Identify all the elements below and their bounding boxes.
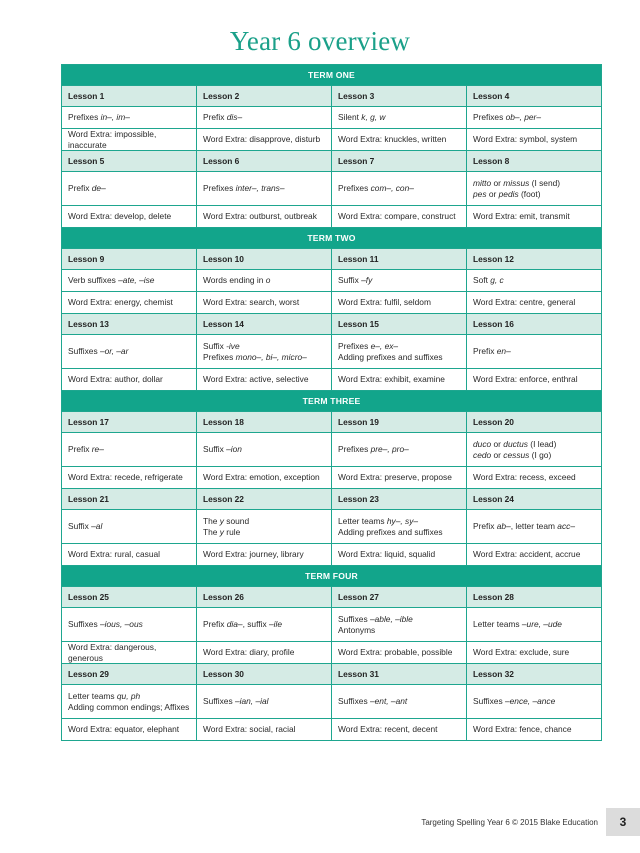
lesson-number-cell: Lesson 32 — [467, 664, 602, 685]
topic-term: k, g, w — [361, 112, 386, 123]
topic-text: Prefix — [203, 112, 227, 123]
topic-text: Prefixes — [338, 444, 371, 455]
topic-line — [473, 112, 595, 123]
lesson-topic-row — [62, 510, 602, 544]
topic-line — [68, 619, 190, 630]
word-extra-row — [62, 206, 602, 228]
topic-text: Prefix — [68, 183, 92, 194]
lesson-number-row — [62, 489, 602, 510]
topic-term: missus — [503, 178, 530, 188]
lesson-number-cell: Lesson 8 — [467, 151, 602, 172]
topic-line — [473, 619, 595, 630]
lesson-number-cell: Lesson 3 — [332, 86, 467, 107]
topic-term: acc– — [557, 521, 575, 532]
word-extra-cell: Word Extra: centre, general — [467, 292, 602, 314]
lesson-topic-cell — [332, 270, 467, 292]
topic-term: ductus — [503, 439, 528, 449]
topic-term: cessus — [503, 449, 530, 460]
lesson-topic-cell — [332, 685, 467, 719]
topic-text: Suffixes — [338, 696, 370, 707]
lesson-topic-cell — [197, 510, 332, 544]
lesson-topic-row — [62, 685, 602, 719]
year-overview-table — [61, 64, 602, 741]
topic-term: cedo — [473, 449, 492, 460]
word-extra-cell: Word Extra: accident, accrue — [467, 544, 602, 566]
topic-line — [203, 275, 325, 286]
topic-term: y — [219, 526, 224, 537]
word-extra-cell: Word Extra: symbol, system — [467, 129, 602, 151]
lesson-number-row — [62, 587, 602, 608]
topic-term: pes — [473, 188, 487, 199]
word-extra-cell: Word Extra: recent, decent — [332, 719, 467, 741]
topic-term: ob–, per– — [505, 112, 541, 123]
topic-text: (I lead) — [527, 439, 557, 449]
lesson-number-cell: Lesson 7 — [332, 151, 467, 172]
topic-line — [473, 275, 595, 286]
term-title: TERM THREE — [62, 391, 602, 412]
word-extra-cell: Word Extra: liquid, squalid — [332, 544, 467, 566]
lesson-number-cell: Lesson 19 — [332, 412, 467, 433]
topic-term: -ive — [226, 341, 240, 351]
topic-term: re– — [91, 444, 104, 455]
lesson-topic-cell — [467, 433, 602, 467]
footer-copyright: Targeting Spelling Year 6 © 2015 Blake Education — [421, 818, 598, 827]
topic-line — [68, 183, 190, 194]
lesson-number-row — [62, 151, 602, 172]
term-title: TERM FOUR — [62, 566, 602, 587]
topic-text: (foot) — [518, 188, 541, 199]
topic-text: Letter teams — [338, 516, 387, 526]
lesson-number-cell: Lesson 10 — [197, 249, 332, 270]
lesson-topic-cell — [197, 685, 332, 719]
word-extra-cell: Word Extra: outburst, outbreak — [197, 206, 332, 228]
word-extra-cell: Word Extra: knuckles, written — [332, 129, 467, 151]
topic-line — [338, 625, 460, 636]
topic-line — [338, 341, 460, 352]
lesson-topic-row — [62, 608, 602, 642]
topic-line — [68, 691, 190, 702]
lesson-number-cell: Lesson 17 — [62, 412, 197, 433]
topic-line — [338, 352, 460, 363]
topic-text: Prefixes — [473, 112, 506, 123]
word-extra-cell: Word Extra: probable, possible — [332, 642, 467, 664]
topic-term: e–, ex– — [370, 341, 399, 351]
word-extra-cell: Word Extra: search, worst — [197, 292, 332, 314]
lesson-topic-row — [62, 270, 602, 292]
topic-line — [68, 702, 190, 713]
lesson-number-row — [62, 412, 602, 433]
topic-line — [68, 112, 190, 123]
topic-term: –fy — [361, 275, 373, 286]
topic-line — [203, 696, 325, 707]
topic-term: –ion — [226, 444, 242, 455]
topic-term: o — [265, 275, 271, 286]
lesson-topic-cell — [467, 270, 602, 292]
topic-line — [338, 112, 460, 123]
lesson-topic-cell — [197, 608, 332, 642]
word-extra-cell: Word Extra: recess, exceed — [467, 467, 602, 489]
term-header-row — [62, 391, 602, 412]
lesson-number-cell: Lesson 12 — [467, 249, 602, 270]
topic-text: Letter teams — [68, 691, 117, 701]
word-extra-cell: Word Extra: fence, chance — [467, 719, 602, 741]
topic-line — [473, 521, 595, 532]
word-extra-cell: Word Extra: recede, refrigerate — [62, 467, 197, 489]
topic-term: –ure, –ude — [521, 619, 562, 630]
topic-line — [203, 352, 325, 363]
word-extra-row — [62, 369, 602, 391]
word-extra-cell: Word Extra: disapprove, disturb — [197, 129, 332, 151]
topic-line — [338, 183, 460, 194]
topic-text: The — [203, 526, 220, 537]
term-header-row — [62, 228, 602, 249]
topic-term: –ian, –ial — [234, 696, 269, 707]
lesson-number-cell: Lesson 20 — [467, 412, 602, 433]
lesson-topic-cell — [467, 335, 602, 369]
lesson-topic-cell — [467, 172, 602, 206]
word-extra-cell: Word Extra: dangerous, generous — [62, 642, 197, 664]
lesson-topic-cell — [197, 107, 332, 129]
lesson-topic-cell — [62, 685, 197, 719]
topic-term: –ence, –ance — [504, 696, 556, 707]
topic-text: Prefixes — [203, 183, 236, 194]
topic-text: (I send) — [529, 178, 561, 188]
topic-line — [203, 516, 325, 527]
topic-term: mitto — [473, 178, 492, 188]
lesson-number-cell: Lesson 21 — [62, 489, 197, 510]
topic-text: Suffix — [338, 275, 362, 286]
topic-line — [68, 275, 190, 286]
topic-text: Prefixes — [203, 351, 236, 362]
topic-term: –or, –ar — [99, 346, 129, 357]
topic-term: com–, con– — [370, 183, 414, 194]
topic-text: Verb suffixes — [68, 275, 119, 286]
topic-term: dis– — [226, 112, 243, 123]
word-extra-row — [62, 642, 602, 664]
lesson-topic-cell — [467, 107, 602, 129]
lesson-topic-cell — [62, 335, 197, 369]
topic-line — [338, 527, 460, 538]
lesson-number-cell: Lesson 9 — [62, 249, 197, 270]
topic-term: pre–, pro– — [370, 444, 409, 455]
topic-text: Soft — [473, 275, 491, 286]
lesson-topic-row — [62, 433, 602, 467]
lesson-topic-cell — [467, 608, 602, 642]
word-extra-cell: Word Extra: impossible, inaccurate — [62, 129, 197, 151]
word-extra-cell: Word Extra: preserve, propose — [332, 467, 467, 489]
lesson-number-row — [62, 86, 602, 107]
word-extra-cell: Word Extra: fulfil, seldom — [332, 292, 467, 314]
word-extra-row — [62, 292, 602, 314]
lesson-number-cell: Lesson 1 — [62, 86, 197, 107]
topic-text: Antonyms — [338, 624, 376, 635]
topic-text: Suffixes — [68, 619, 100, 630]
topic-text: Suffixes — [68, 346, 100, 357]
word-extra-cell: Word Extra: diary, profile — [197, 642, 332, 664]
lesson-number-cell: Lesson 31 — [332, 664, 467, 685]
topic-line — [68, 444, 190, 455]
lesson-topic-cell — [197, 270, 332, 292]
topic-text: Words ending in — [203, 275, 266, 286]
lesson-number-cell: Lesson 16 — [467, 314, 602, 335]
lesson-topic-cell — [332, 433, 467, 467]
word-extra-cell: Word Extra: emotion, exception — [197, 467, 332, 489]
lesson-number-cell: Lesson 30 — [197, 664, 332, 685]
lesson-number-cell: Lesson 4 — [467, 86, 602, 107]
lesson-topic-cell — [332, 107, 467, 129]
topic-line — [203, 527, 325, 538]
lesson-number-cell: Lesson 2 — [197, 86, 332, 107]
topic-term: duco — [473, 439, 492, 449]
lesson-topic-cell — [197, 335, 332, 369]
term-title: TERM TWO — [62, 228, 602, 249]
lesson-number-cell: Lesson 27 — [332, 587, 467, 608]
word-extra-row — [62, 544, 602, 566]
lesson-topic-cell — [197, 172, 332, 206]
topic-text: (I go) — [529, 449, 552, 460]
topic-text: Letter teams — [473, 619, 522, 630]
topic-line — [338, 444, 460, 455]
word-extra-cell: Word Extra: exclude, sure — [467, 642, 602, 664]
word-extra-cell: Word Extra: social, racial — [197, 719, 332, 741]
lesson-number-cell: Lesson 18 — [197, 412, 332, 433]
word-extra-cell: Word Extra: active, selective — [197, 369, 332, 391]
word-extra-cell: Word Extra: journey, library — [197, 544, 332, 566]
topic-text: Adding common endings; Affixes — [68, 701, 190, 712]
lesson-number-row — [62, 314, 602, 335]
lesson-topic-cell — [332, 608, 467, 642]
lesson-number-cell: Lesson 25 — [62, 587, 197, 608]
topic-line — [203, 619, 325, 630]
lesson-number-cell: Lesson 26 — [197, 587, 332, 608]
topic-term: –ious, –ous — [99, 619, 143, 630]
lesson-topic-cell — [197, 433, 332, 467]
topic-text: Silent — [338, 112, 362, 123]
word-extra-cell: Word Extra: enforce, enthral — [467, 369, 602, 391]
word-extra-row — [62, 719, 602, 741]
topic-term: –able, –ible — [369, 614, 413, 624]
topic-text: Adding prefixes and suffixes — [338, 526, 443, 537]
page-number: 3 — [606, 808, 640, 836]
lesson-topic-cell — [62, 608, 197, 642]
topic-line — [203, 112, 325, 123]
word-extra-cell: Word Extra: emit, transmit — [467, 206, 602, 228]
topic-term: inter–, trans– — [235, 183, 285, 194]
topic-text: Prefix — [473, 346, 497, 357]
topic-text: or — [491, 178, 504, 188]
lesson-topic-cell — [62, 172, 197, 206]
topic-line — [203, 183, 325, 194]
topic-term: –ate, –ise — [118, 275, 155, 286]
topic-line — [473, 696, 595, 707]
topic-text: rule — [223, 526, 241, 537]
lesson-number-cell: Lesson 5 — [62, 151, 197, 172]
topic-term: hy–, sy– — [386, 516, 419, 526]
topic-line — [68, 521, 190, 532]
topic-text: or — [486, 188, 499, 199]
term-header-row — [62, 566, 602, 587]
lesson-topic-row — [62, 107, 602, 129]
topic-term: –al — [91, 521, 103, 532]
topic-line — [203, 341, 325, 352]
topic-text: Suffix — [203, 444, 227, 455]
topic-line — [473, 178, 595, 189]
topic-term: pedis — [498, 188, 519, 199]
word-extra-cell: Word Extra: exhibit, examine — [332, 369, 467, 391]
topic-line — [473, 189, 595, 200]
topic-text: or — [491, 439, 504, 449]
topic-text: , suffix — [242, 619, 269, 630]
topic-term: en– — [496, 346, 511, 357]
topic-text: , letter team — [510, 521, 558, 532]
lesson-topic-cell — [467, 510, 602, 544]
topic-text: Prefix — [473, 521, 497, 532]
lesson-number-cell: Lesson 11 — [332, 249, 467, 270]
lesson-number-row — [62, 249, 602, 270]
topic-line — [338, 614, 460, 625]
lesson-number-cell: Lesson 15 — [332, 314, 467, 335]
word-extra-cell: Word Extra: energy, chemist — [62, 292, 197, 314]
lesson-topic-cell — [62, 107, 197, 129]
word-extra-cell: Word Extra: compare, construct — [332, 206, 467, 228]
topic-text: Suffixes — [338, 614, 370, 624]
lesson-topic-cell — [332, 172, 467, 206]
topic-line — [338, 696, 460, 707]
lesson-number-cell: Lesson 23 — [332, 489, 467, 510]
topic-text: Suffixes — [473, 696, 505, 707]
topic-text: Suffix — [68, 521, 92, 532]
topic-term: dia– — [226, 619, 243, 630]
lesson-topic-cell — [62, 510, 197, 544]
lesson-number-cell: Lesson 6 — [197, 151, 332, 172]
topic-term: –ile — [268, 619, 283, 630]
word-extra-cell: Word Extra: rural, casual — [62, 544, 197, 566]
lesson-topic-cell — [62, 433, 197, 467]
topic-text: The — [203, 516, 220, 526]
topic-text: Prefix — [203, 619, 227, 630]
word-extra-row — [62, 129, 602, 151]
topic-text: Adding prefixes and suffixes — [338, 351, 443, 362]
topic-text: Prefix — [68, 444, 92, 455]
topic-line — [338, 275, 460, 286]
topic-term: mono–, bi–, micro– — [235, 351, 307, 362]
page-title: Year 6 overview — [229, 26, 411, 56]
word-extra-cell: Word Extra: author, dollar — [62, 369, 197, 391]
lesson-topic-cell — [62, 270, 197, 292]
lesson-topic-cell — [467, 685, 602, 719]
lesson-number-cell: Lesson 22 — [197, 489, 332, 510]
topic-term: in–, im– — [100, 112, 130, 123]
word-extra-cell: Word Extra: develop, delete — [62, 206, 197, 228]
topic-text: sound — [223, 516, 250, 526]
term-title: TERM ONE — [62, 65, 602, 86]
topic-text: Prefixes — [338, 183, 371, 194]
topic-term: –ent, –ant — [369, 696, 408, 707]
term-header-row — [62, 65, 602, 86]
word-extra-cell: Word Extra: equator, elephant — [62, 719, 197, 741]
topic-term: de– — [91, 183, 106, 194]
lesson-topic-row — [62, 172, 602, 206]
topic-text: Prefixes — [338, 341, 371, 351]
lesson-number-cell: Lesson 14 — [197, 314, 332, 335]
topic-line — [338, 516, 460, 527]
lesson-number-cell: Lesson 29 — [62, 664, 197, 685]
topic-line — [473, 439, 595, 450]
topic-line — [473, 450, 595, 461]
topic-term: qu, ph — [116, 691, 141, 701]
lesson-number-cell: Lesson 28 — [467, 587, 602, 608]
topic-text: or — [491, 449, 504, 460]
lesson-topic-cell — [332, 335, 467, 369]
lesson-number-cell: Lesson 13 — [62, 314, 197, 335]
topic-text: Suffix — [203, 341, 227, 351]
lesson-number-cell: Lesson 24 — [467, 489, 602, 510]
topic-text: Prefixes — [68, 112, 101, 123]
topic-line — [68, 346, 190, 357]
topic-text: Suffixes — [203, 696, 235, 707]
word-extra-row — [62, 467, 602, 489]
topic-line — [473, 346, 595, 357]
lesson-number-row — [62, 664, 602, 685]
topic-line — [203, 444, 325, 455]
lesson-topic-row — [62, 335, 602, 369]
topic-term: ab– — [496, 521, 511, 532]
lesson-topic-cell — [332, 510, 467, 544]
topic-term: y — [219, 516, 224, 526]
topic-term: g, c — [490, 275, 504, 286]
